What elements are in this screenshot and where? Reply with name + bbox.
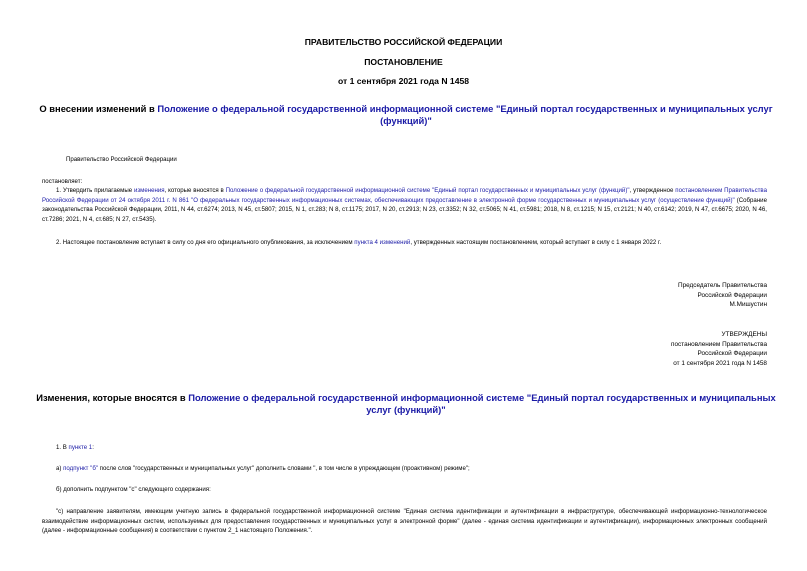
paragraph-1 <box>42 186 767 224</box>
p2-text-2: , утвержденных настоящим постановлением, который вступает в силу с 1 января 2022 г. <box>410 239 662 246</box>
document-date-number: от 1 сентября 2021 года N 1458 <box>337 76 470 86</box>
regulation-link[interactable]: Положение о федеральной государственной информационной системе "Единый портал государственных и муниципальных услуг (функций)" <box>157 103 773 126</box>
approval-org: Российской Федерации <box>697 350 767 358</box>
changes-link[interactable]: изменения <box>133 187 165 194</box>
changes-title-link[interactable]: Положение о федеральной государственной информационной системе "Единый портал государственных и муниципальных услуг (функций)" <box>188 392 776 415</box>
regulation-link-2[interactable]: Положение о федеральной государственной информационной системе "Единый портал государственных и муниципальных услуг (функций)" <box>225 187 630 194</box>
signature-name: М.Мишустин <box>729 301 767 309</box>
item1-suffix: : <box>92 444 94 451</box>
item1-prefix: 1. В <box>56 444 69 451</box>
changes-title <box>36 392 776 416</box>
item-a-text: после слов "государственных и муниципальных услуг" дополнить словами ", в том числе в упреждающем (проактивном) режиме"; <box>97 465 470 472</box>
document-type: ПОСТАНОВЛЕНИЕ <box>364 57 443 67</box>
p2-text-1: 2. Настоящее постановление вступает в силу со дня его официального опубликования, за исключением <box>56 239 355 246</box>
document-title-prefix: О внесении изменений в <box>39 103 158 114</box>
decrees-text: постановляет: <box>42 178 83 185</box>
change-item-b: б) дополнить подпунктом "с" следующего содержания: <box>56 486 211 493</box>
point-1-link[interactable]: пункте 1 <box>68 444 93 451</box>
approval-block <box>560 330 767 368</box>
signature-position: Председатель Правительства <box>678 282 767 289</box>
signature-org: Российской Федерации <box>697 291 767 299</box>
subpoint-b-link[interactable]: подпункт "б" <box>63 465 98 472</box>
intro-text: Правительство Российской Федерации <box>66 156 177 163</box>
change-item-1 <box>56 443 756 453</box>
government-header: ПРАВИТЕЛЬСТВО РОССИЙСКОЙ ФЕДЕРАЦИИ <box>304 37 503 47</box>
signature-block <box>560 281 767 310</box>
item-a-prefix: а) <box>56 465 64 472</box>
item-4-link[interactable]: пункта 4 изменений <box>354 239 411 246</box>
paragraph-2 <box>56 238 776 248</box>
change-item-a <box>56 464 776 474</box>
p1-text-3: , утвержденное <box>629 187 676 194</box>
decree-861-link[interactable]: постановлением Правительства Российской Федерации от 24 октября 2011 г. N 861 "О федеральных государственных информационных системах, обеспечивающих предоставление в электронной форме государственных и муниципальных услуг (осуществление функций)" <box>42 187 767 204</box>
p1-text-4: (Собрание законодательства Российской Федерации, 2011, N 44, ст.6274; 2013, N 45, ст.5807; 2015, N 1, ст.283; N 8, ст.1175; 2017, N 20, ст.2913; N 23, ст.3352; N 32, ст.5065; N 41, ст.5981; 2018, N 8, ст.1215; N 15, ст.2121; N 40, ст.6142; 2019, N 47, ст.6675; 2020, N 46, ст.7286; 2021, N 4, ст.685; N 27, ст.5435). <box>42 196 767 223</box>
change-item-c: "с) направление заявителям, имеющим учетную запись в федеральной государственной информационной системе "Единая система идентификации и аутентификации в инфраструктуре, обеспечивающей информационно-технологическое взаимодействие информационных систем, используемых для предоставления государственных и муниципальных услуг в электронной форме" (далее - единая система идентификации и аутентификации), информационных электронных сообщений (далее - информационные сообщения) в соответствии с пунктом 2_1 настоящего Положения.". <box>42 508 767 535</box>
approval-label: УТВЕРЖДЕНЫ <box>721 331 767 338</box>
p1-text-1: 1. Утвердить прилагаемые <box>56 187 134 194</box>
document-title <box>36 103 776 127</box>
approval-by: постановлением Правительства <box>671 340 767 348</box>
changes-title-prefix: Изменения, которые вносятся в <box>36 392 189 403</box>
p1-text-2: , которые вносятся в <box>164 187 226 194</box>
approval-date: от 1 сентября 2021 года N 1458 <box>673 359 767 367</box>
